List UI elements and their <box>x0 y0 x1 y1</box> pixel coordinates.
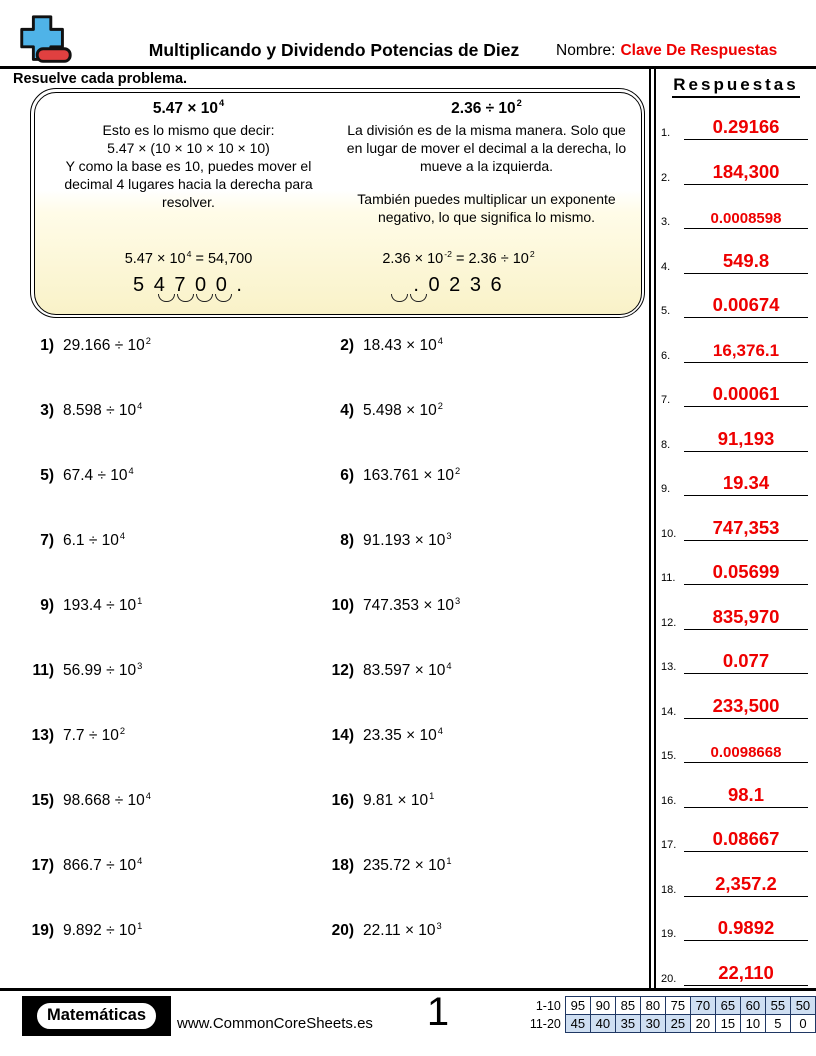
answer-number: 7. <box>661 394 671 406</box>
answer-number: 13. <box>661 661 677 673</box>
problem-expression: $83.597 \times 10^4$ <box>363 660 452 679</box>
answers-header-label: Respuestas <box>672 75 799 98</box>
answer-number: 20. <box>661 972 677 985</box>
decimal-move-arc <box>215 294 232 302</box>
problem-item <box>14 857 142 875</box>
problem-item <box>314 857 452 875</box>
answer-number: 14. <box>661 705 677 718</box>
example-right-para: La división es de la misma manera. Solo que en lugar de mover el decimal a la derecha, lo mueve a la izquierda. <box>346 121 627 174</box>
brand-badge <box>22 996 171 1036</box>
problem-expression: $747.353 \times 10^3$ <box>363 595 461 614</box>
problem-number: 9) <box>40 597 54 614</box>
answer-value: 0.08667 <box>712 828 780 849</box>
problem-item <box>314 402 443 420</box>
answer-item <box>656 420 814 452</box>
answer-item <box>656 108 814 140</box>
answer-line <box>684 695 808 719</box>
example-right-heading: $2.36 \div 10^2$ <box>451 98 522 117</box>
example-box <box>30 88 645 318</box>
name-value: Clave De Respuestas <box>620 42 778 59</box>
problem-number: 19) <box>31 922 54 939</box>
answer-value: 91,193 <box>717 427 775 449</box>
answer-item <box>656 642 814 674</box>
problem-expression: $29.166 \div 10^2$ <box>63 335 151 354</box>
answer-line <box>684 917 808 941</box>
answer-line <box>684 962 808 986</box>
score-row <box>522 1015 816 1033</box>
answer-line <box>684 744 808 763</box>
problem-number: 20) <box>331 922 354 939</box>
problem-number: 5) <box>40 467 54 484</box>
score-cell: 30 <box>640 1015 665 1033</box>
example-left-line2: 5.47 × (10 × 10 × 10 × 10) <box>107 139 270 156</box>
example-right-text <box>339 100 635 227</box>
problem-item <box>14 532 125 550</box>
site-url: www.CommonCoreSheets.es <box>177 1015 373 1032</box>
answer-line <box>684 873 808 897</box>
answer-line <box>684 341 808 363</box>
answer-value: 184,300 <box>712 160 780 182</box>
example-left-text <box>41 100 337 227</box>
problem-number: 10) <box>331 597 354 614</box>
problem-item <box>14 597 142 615</box>
problem-item <box>314 532 452 550</box>
answer-number: 5. <box>661 305 671 317</box>
score-row <box>522 997 816 1015</box>
name-row <box>556 42 777 60</box>
answer-line <box>684 517 808 541</box>
answer-value: 0.0098668 <box>710 744 782 761</box>
answer-number: 2. <box>661 171 671 184</box>
problem-number: 13) <box>31 727 54 744</box>
problem-item <box>314 922 442 940</box>
answer-item <box>656 375 814 407</box>
problem-item <box>14 467 134 485</box>
answers-divider <box>649 69 656 988</box>
answer-value: 0.00061 <box>712 383 780 404</box>
score-cell: 15 <box>715 1015 740 1033</box>
answer-item <box>656 464 814 496</box>
problem-number: 1) <box>40 337 54 354</box>
answer-number: 4. <box>661 260 671 273</box>
score-row-label: 1-10 <box>535 998 561 1013</box>
problem-number: 14) <box>331 727 354 744</box>
answer-value: 0.29166 <box>712 116 780 137</box>
problem-item <box>14 337 151 355</box>
answer-item <box>656 509 814 541</box>
score-cell: 55 <box>765 997 790 1015</box>
name-label: Nombre: <box>556 42 616 59</box>
page-number: 1 <box>426 990 450 1034</box>
answer-number: 3. <box>661 216 671 228</box>
problem-number: 16) <box>331 792 354 809</box>
score-cell: 10 <box>740 1015 765 1033</box>
example-left-heading: $5.47 \times 10^4$ <box>152 98 225 117</box>
problem-expression: $23.35 \times 10^4$ <box>363 725 443 744</box>
score-cell: 5 <box>765 1015 790 1033</box>
score-cell: 0 <box>790 1015 815 1033</box>
answer-line <box>684 606 808 630</box>
decimal-move-arc <box>410 294 427 302</box>
answer-number: 1. <box>661 127 671 139</box>
answer-item <box>656 598 814 630</box>
answer-line <box>684 250 808 274</box>
footer-rule <box>0 988 816 991</box>
problem-expression: $22.11 \times 10^3$ <box>363 920 442 939</box>
problem-number: 4) <box>340 402 354 419</box>
answer-number: 9. <box>661 483 671 495</box>
problem-expression: $8.598 \div 10^4$ <box>63 400 143 419</box>
score-cell: 20 <box>690 1015 715 1033</box>
answer-value: 0.05699 <box>712 561 780 582</box>
answer-value: 0.077 <box>722 650 770 671</box>
problem-number: 11) <box>32 662 54 679</box>
answer-line <box>684 294 808 318</box>
answer-item <box>656 865 814 897</box>
problem-item <box>314 597 460 615</box>
answer-item <box>656 776 814 808</box>
problem-expression: $866.7 \div 10^4$ <box>63 855 143 874</box>
decimal-move-arc <box>177 294 194 302</box>
answer-value: 19.34 <box>722 472 770 493</box>
answer-line <box>684 383 808 407</box>
problem-item <box>314 727 443 745</box>
problem-number: 7) <box>40 532 54 549</box>
score-cell: 50 <box>790 997 815 1015</box>
answer-value: 0.9892 <box>717 917 775 938</box>
answer-value: 98.1 <box>727 783 764 805</box>
answer-line <box>684 784 808 808</box>
problem-expression: $163.761 \times 10^2$ <box>363 465 461 484</box>
problem-item <box>14 662 142 680</box>
problem-number: 2) <box>340 337 354 354</box>
answer-item <box>656 242 814 274</box>
answer-number: 10. <box>661 527 677 540</box>
answer-line <box>684 650 808 674</box>
score-row-label: 11-20 <box>529 1016 561 1031</box>
answer-number: 8. <box>661 438 671 451</box>
score-cell: 75 <box>665 997 690 1015</box>
example-left-line1: Esto es lo mismo que decir: <box>102 121 275 138</box>
answer-number: 18. <box>661 883 677 896</box>
answer-item <box>656 286 814 318</box>
problem-expression: $235.72 \times 10^1$ <box>363 855 452 874</box>
answer-line <box>684 472 808 496</box>
problem-number: 12) <box>331 662 354 679</box>
score-cell: 95 <box>565 997 590 1015</box>
answer-item <box>656 553 814 585</box>
problem-number: 18) <box>331 857 354 874</box>
problem-expression: $98.668 \div 10^4$ <box>63 790 151 809</box>
score-cell: 65 <box>715 997 740 1015</box>
example-right-para2: También puedes multiplicar un exponente negativo, lo que significa lo mismo. <box>357 191 616 226</box>
example-right-digits: . 0 2 3 6 <box>311 267 607 302</box>
problem-expression: $67.4 \div 10^4$ <box>63 465 134 484</box>
problem-item <box>314 792 434 810</box>
answer-line <box>684 561 808 585</box>
score-cell: 80 <box>640 997 665 1015</box>
problem-expression: $193.4 \div 10^1$ <box>63 595 143 614</box>
answer-value: 835,970 <box>712 605 780 627</box>
score-cell: 40 <box>590 1015 615 1033</box>
score-cell: 85 <box>615 997 640 1015</box>
worksheet-title: Multiplicando y Dividendo Potencias de Diez <box>148 40 520 60</box>
score-cell: 25 <box>665 1015 690 1033</box>
answer-item <box>656 909 814 941</box>
answers-header <box>658 75 814 95</box>
problem-item <box>314 467 460 485</box>
answer-item <box>656 331 814 363</box>
answer-number: 15. <box>661 750 677 762</box>
score-cell: 45 <box>565 1015 590 1033</box>
answer-number: 19. <box>661 928 677 940</box>
answer-number: 16. <box>661 794 677 807</box>
problem-number: 3) <box>40 402 54 419</box>
instruction-text: Resuelve cada problema. <box>13 71 188 87</box>
problem-item <box>314 337 443 355</box>
answer-value: 233,500 <box>712 694 780 716</box>
problem-expression: $18.43 \times 10^4$ <box>363 335 443 354</box>
answer-item <box>656 687 814 719</box>
answer-number: 12. <box>661 616 677 629</box>
answer-item <box>656 197 814 229</box>
problem-item <box>14 727 125 745</box>
brand-label: Matemáticas <box>35 1001 158 1031</box>
problem-number: 17) <box>31 857 54 874</box>
header-rule <box>0 66 816 69</box>
problem-expression: $5.498 \times 10^2$ <box>363 400 443 419</box>
answer-item <box>656 731 814 763</box>
score-cell: 35 <box>615 1015 640 1033</box>
answer-item <box>656 153 814 185</box>
plus-minus-icon <box>14 13 76 69</box>
answer-line <box>684 828 808 852</box>
answer-number: 6. <box>661 349 671 362</box>
example-left-line3: Y como la base es 10, puedes mover el decimal 4 lugares hacia la derecha para resolver. <box>64 157 313 211</box>
answer-line <box>684 428 808 452</box>
problem-item <box>14 922 142 940</box>
problem-number: 8) <box>340 532 354 549</box>
example-left-digits: 5 4 7 0 0 . <box>41 267 337 302</box>
problem-expression: $91.193 \times 10^3$ <box>363 530 452 549</box>
problem-expression: $6.1 \div 10^4$ <box>63 530 126 549</box>
problem-expression: $9.892 \div 10^1$ <box>63 920 143 939</box>
answer-value: 22,110 <box>718 961 774 983</box>
answer-item <box>656 954 814 986</box>
problem-item <box>14 402 142 420</box>
example-right-equation: $2.36 \times 10^{-2} = 2.36 \div 10^2$ <box>382 248 535 267</box>
answer-line <box>684 210 808 229</box>
answer-value: 2,357.2 <box>715 872 777 894</box>
problem-expression: $7.7 \div 10^2$ <box>63 725 126 744</box>
answer-item <box>656 820 814 852</box>
answer-number: 17. <box>661 839 677 851</box>
decimal-move-arc <box>158 294 175 302</box>
example-left-equation: $5.47 \times 10^4 = 54,700$ <box>124 248 253 267</box>
decimal-move-arc <box>391 294 408 302</box>
example-box-inner <box>34 92 642 315</box>
problem-number: 15) <box>31 792 54 809</box>
score-table <box>522 996 816 1033</box>
answer-value: 549.8 <box>722 249 770 271</box>
score-cell: 60 <box>740 997 765 1015</box>
answer-value: 16,376.1 <box>712 340 780 360</box>
score-cell: 70 <box>690 997 715 1015</box>
answer-line <box>684 116 808 140</box>
problem-expression: $56.99 \div 10^3$ <box>63 660 143 679</box>
answer-line <box>684 161 808 185</box>
problem-item <box>314 662 452 680</box>
decimal-move-arc <box>196 294 213 302</box>
answer-value: 0.00674 <box>712 294 780 315</box>
answer-number: 11. <box>661 572 676 584</box>
answer-value: 0.0008598 <box>710 210 782 227</box>
minus-icon <box>37 49 70 62</box>
problem-expression: $9.81 \times 10^1$ <box>363 790 435 809</box>
answer-value: 747,353 <box>712 516 780 538</box>
problem-item <box>14 792 151 810</box>
problem-number: 6) <box>340 467 354 484</box>
score-cell: 90 <box>590 997 615 1015</box>
